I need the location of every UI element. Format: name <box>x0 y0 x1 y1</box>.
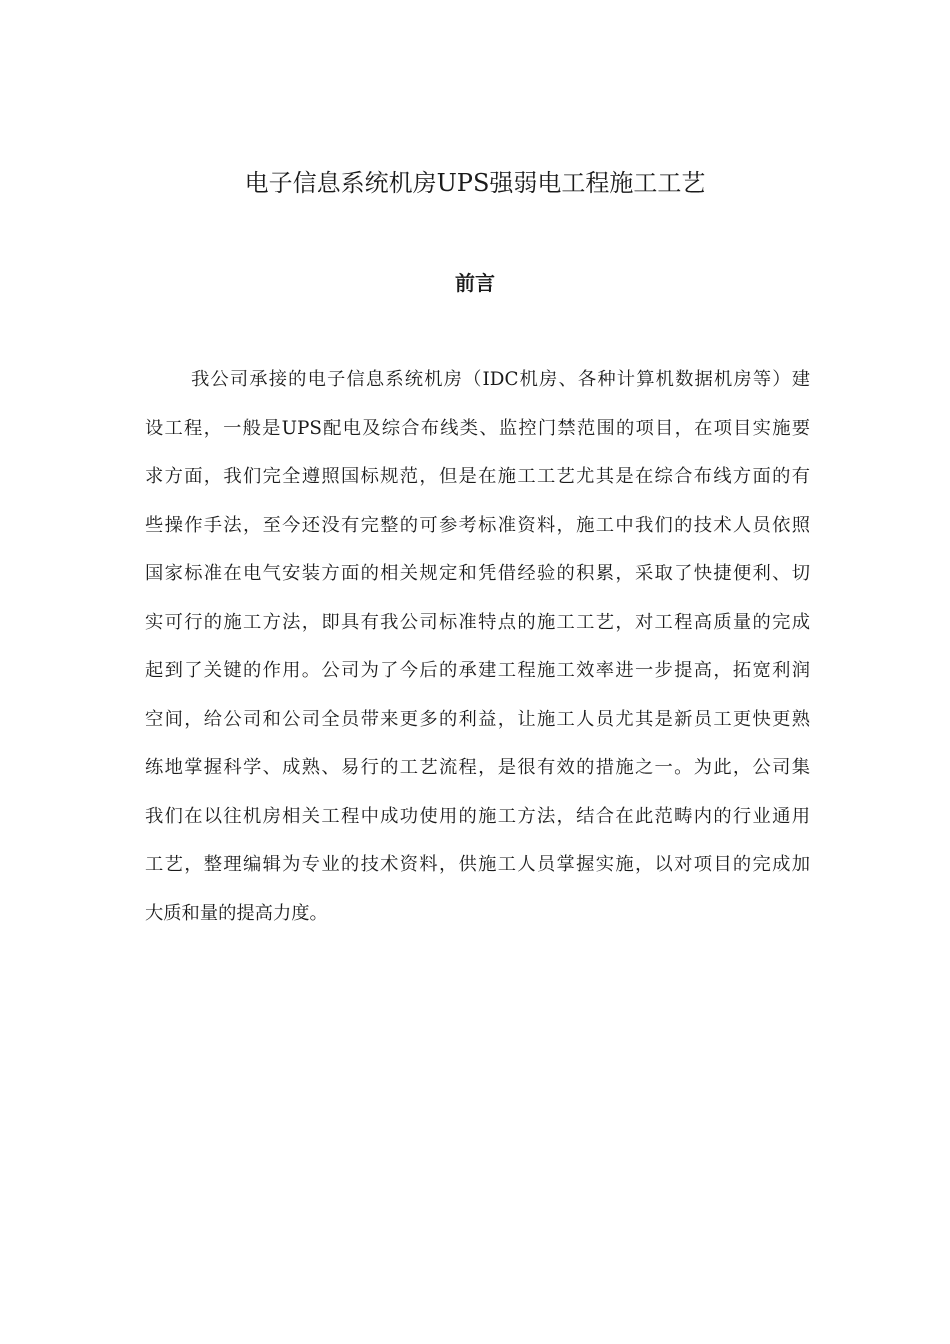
paragraph-line: 大质和量的提高力度。 <box>145 902 328 924</box>
paragraph-line: 设工程，一般是UPS配电及综合布线类、监控门禁范围的项目，在项目实施要 <box>145 417 810 439</box>
paragraph-line: 些操作手法，至今还没有完整的可参考标准资料，施工中我们的技术人员依照 <box>145 514 810 536</box>
paragraph-line: 我们在以往机房相关工程中成功使用的施工方法，结合在此范畴内的行业通用 <box>145 805 810 827</box>
paragraph-line: 起到了关键的作用。公司为了今后的承建工程施工效率进一步提高，拓宽利润 <box>145 660 810 681</box>
paragraph-line: 求方面，我们完全遵照国标规范，但是在施工工艺尤其是在综合布线方面的有 <box>145 466 810 487</box>
paragraph-line: 国家标准在电气安装方面的相关规定和凭借经验的积累，采取了快捷便利、切 <box>145 563 810 584</box>
paragraph-line: 我公司承接的电子信息系统机房（IDC机房、各种计算机数据机房等）建 <box>191 369 810 390</box>
paragraph-line: 工艺，整理编辑为专业的技术资料，供施工人员掌握实施，以对项目的完成加 <box>145 854 810 875</box>
paragraph-line: 空间，给公司和公司全员带来更多的利益，让施工人员尤其是新员工更快更熟 <box>145 708 810 730</box>
document-title: 电子信息系统机房UPS强弱电工程施工工艺 <box>244 169 706 197</box>
preface-paragraph <box>145 364 810 946</box>
section-heading-preface: 前言 <box>455 271 495 295</box>
paragraph-line: 实可行的施工方法，即具有我公司标准特点的施工工艺，对工程高质量的完成 <box>145 611 810 633</box>
paragraph-line: 练地掌握科学、成熟、易行的工艺流程，是很有效的措施之一。为此，公司集 <box>145 757 810 778</box>
